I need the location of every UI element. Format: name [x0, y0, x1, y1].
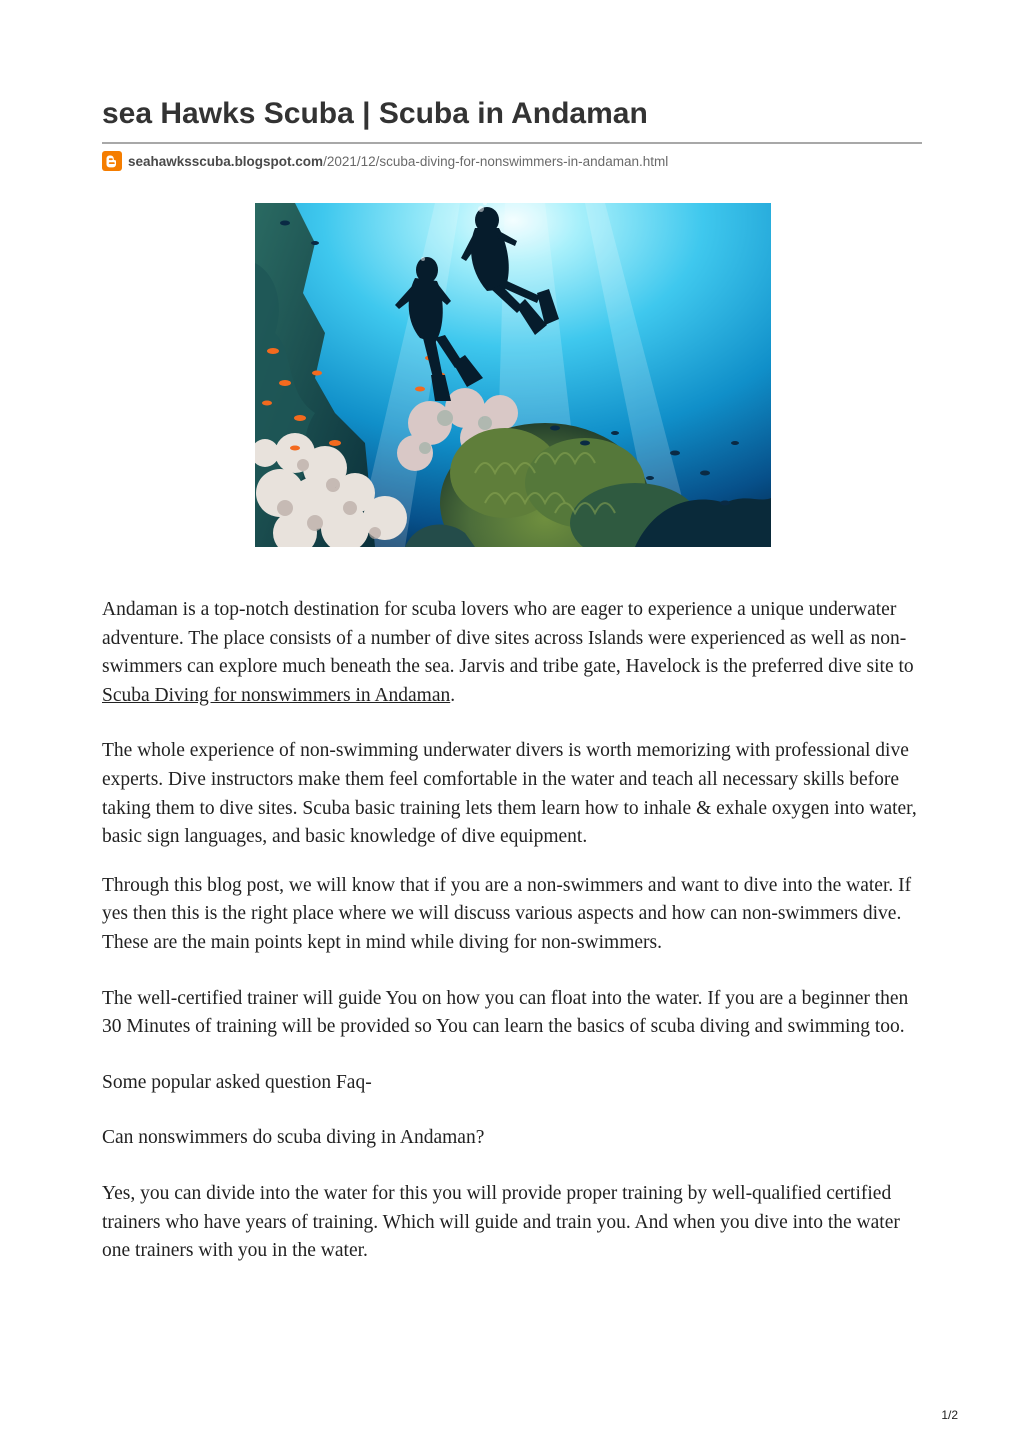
- hero-image: [255, 203, 771, 547]
- blogger-icon: [102, 151, 122, 171]
- scuba-diving-nonswimmers-link[interactable]: Scuba Diving for nonswimmers in Andaman: [102, 684, 451, 706]
- page-number: 1/2: [941, 1408, 958, 1422]
- paragraph-intro: Andaman is a top-notch destination for scuba lovers who are eager to experience a unique underwater adventure. The place consists of a number of dive sites across Islands were experienced as well as non-swimmers can explore much beneath the sea. Jarvis and tribe gate, Havelock is the preferred dive site to Scuba Diving for nonswimmers in Andaman.: [102, 599, 914, 706]
- paragraph-faq-question: Can nonswimmers do scuba diving in Andaman?: [102, 1127, 485, 1149]
- source-line: [102, 150, 668, 172]
- page-title: sea Hawks Scuba | Scuba in Andaman: [102, 97, 648, 130]
- paragraph-trainer: The well-certified trainer will guide You on how you can float into the water. If you are a beginner then 30 Minutes of training will be provided so You can learn the basics of scuba diving and swimming too.: [102, 987, 909, 1038]
- paragraph-blog-post: Through this blog post, we will know that if you are a non-swimmers and want to dive into the water. If yes then this is the right place where we will discuss various aspects and how can non-swimmers dive.: [102, 874, 912, 925]
- article-body: [102, 596, 924, 1266]
- paragraph-main-points: These are the main points kept in mind while diving for non-swimmers.: [102, 931, 662, 953]
- source-domain[interactable]: seahawksscuba.blogspot.com: [128, 153, 324, 169]
- paragraph-faq-answer: Yes, you can divide into the water for this you will provide proper training by well-qualified certified trainers who have years of training. Which will guide and train you. And when you dive into the water one trainers with you in the water.: [102, 1182, 900, 1262]
- paragraph-faq-heading: Some popular asked question Faq-: [102, 1071, 372, 1093]
- title-divider: [102, 142, 922, 144]
- source-path[interactable]: /2021/12/scuba-diving-for-nonswimmers-in-andaman.html: [323, 153, 669, 169]
- paragraph-experience: The whole experience of non-swimming underwater divers is worth memorizing with professional dive experts. Dive instructors make them feel comfortable in the water and teach all necessary skills before taking them to dive sites. Scuba basic training lets them learn how to inhale & exhale oxygen into water, basic sign languages, and basic knowledge of dive equipment.: [102, 740, 917, 848]
- underwater-divers-photo: [255, 203, 771, 547]
